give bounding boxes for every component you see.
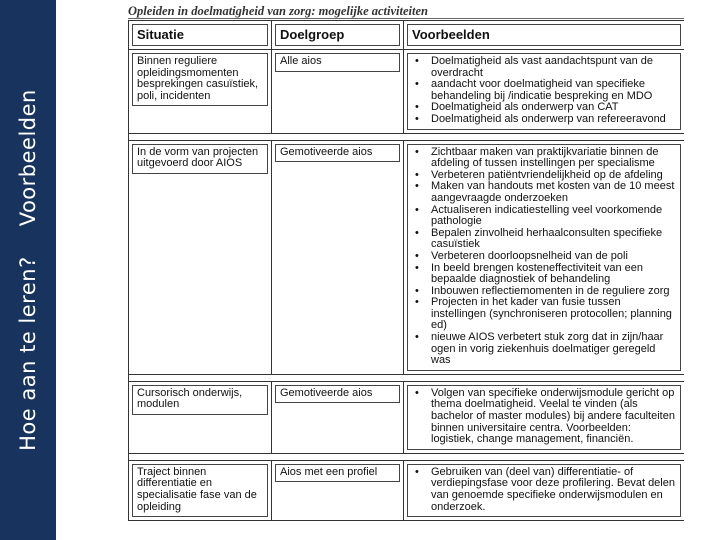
activities-table (128, 20, 684, 521)
example-item: • Maken van handouts met kosten van de 10 meest aangevraagde onderzoeken (412, 181, 675, 204)
situatie-cell (129, 460, 272, 520)
voorbeelden-cell (404, 50, 685, 134)
example-item: • Zichtbaar maken van praktijkvariatie binnen de afdeling of tussen instellingen per specialisme (412, 147, 675, 170)
doelgroep-cell (272, 140, 404, 374)
situatie-cell (129, 140, 272, 374)
example-item: • Verbeteren doorloopsnelheid van de poli (412, 251, 675, 263)
doelgroep-cell (272, 381, 404, 453)
doelgroep-text: Gemotiveerde aios (275, 385, 400, 404)
example-item: • Verbeteren patiëntvriendelijkheid op de afdeling (412, 170, 675, 182)
voorbeelden-cell (404, 140, 685, 374)
examples-list (412, 147, 675, 367)
title-divider (128, 18, 684, 19)
doelgroep-cell (272, 50, 404, 134)
situatie-text: In de vorm van projecten uitgevoerd door AIOS (132, 144, 268, 174)
column-header-doelgroep: Doelgroep (272, 21, 404, 50)
voorbeelden-cell (404, 381, 685, 453)
voorbeelden-cell (404, 460, 685, 520)
situatie-text: Binnen reguliere opleidingsmomenten besprekingen casuïstiek, poli, incidenten (132, 53, 268, 106)
situatie-text: Cursorisch onderwijs, modulen (132, 385, 268, 415)
examples-list (412, 388, 675, 446)
sidebar (0, 0, 56, 540)
sidebar-title-part2: Voorbeelden (16, 89, 40, 227)
example-item: • Gebruiken van (deel van) differentiatie- of verdiepingsfase voor deze profilering. Bevat delen van genoemde specifieke onderwijsmodulen en onderzoek. (412, 467, 675, 513)
table-body (129, 50, 685, 521)
voorbeelden-list-box (407, 385, 681, 450)
voorbeelden-list-box (407, 464, 681, 517)
doelgroep-cell (272, 460, 404, 520)
example-item: • In beeld brengen kosteneffectiviteit van een bepaalde diagnostiek of behandeling (412, 263, 675, 286)
table-row (129, 460, 685, 520)
row-spacer (129, 374, 685, 381)
doelgroep-text: Alle aios (275, 53, 400, 72)
table-row (129, 50, 685, 134)
row-spacer (129, 453, 685, 460)
table-row (129, 381, 685, 453)
voorbeelden-list-box (407, 144, 681, 371)
example-item: • Doelmatigheid als onderwerp van CAT (412, 102, 675, 114)
example-item: • Doelmatigheid als onderwerp van refereeravond (412, 114, 675, 126)
sidebar-title-part1: Hoe aan te leren? (16, 256, 40, 451)
document-page (128, 0, 684, 540)
table-row (129, 140, 685, 374)
example-item: • Doelmatigheid als vast aandachtspunt van de overdracht (412, 56, 675, 79)
document-title: Opleiden in doelmatigheid van zorg: mogelijke activiteiten (128, 4, 428, 18)
situatie-cell (129, 381, 272, 453)
row-spacer (129, 133, 685, 140)
example-item: • aandacht voor doelmatigheid van specifieke behandeling bij /indicatie bespreking en MDO (412, 79, 675, 102)
voorbeelden-list-box (407, 53, 681, 130)
example-item: • Actualiseren indicatiestelling veel voorkomende pathologie (412, 205, 675, 228)
examples-list (412, 56, 675, 126)
situatie-text: Traject binnen differentiatie en specialisatie fase van de opleiding (132, 464, 268, 517)
example-item: • Inbouwen reflectiemomenten in de reguliere zorg (412, 286, 675, 298)
column-header-situatie: Situatie (129, 21, 272, 50)
situatie-cell (129, 50, 272, 134)
examples-list (412, 467, 675, 513)
sidebar-title (16, 0, 40, 540)
example-item: • nieuwe AIOS verbetert stuk zorg dat in zijn/haar ogen in vorig ziekenhuis doelmatiger geregeld was (412, 332, 675, 367)
example-item: • Bepalen zinvolheid herhaalconsulten specifieke casuïstiek (412, 228, 675, 251)
column-header-voorbeelden: Voorbeelden (404, 21, 685, 50)
table-header-row (129, 21, 685, 50)
example-item: • Projecten in het kader van fusie tussen instellingen (synchroniseren protocollen; planning ed) (412, 297, 675, 332)
example-item: • Volgen van specifieke onderwijsmodule gericht op thema doelmatigheid. Veelal te vinden (als bachelor of master modules) bij andere faculteiten binnen universitaire centra. Voorbeelden: logistiek, change management, financiën. (412, 388, 675, 446)
doelgroep-text: Gemotiveerde aios (275, 144, 400, 163)
doelgroep-text: Aios met een profiel (275, 464, 400, 483)
